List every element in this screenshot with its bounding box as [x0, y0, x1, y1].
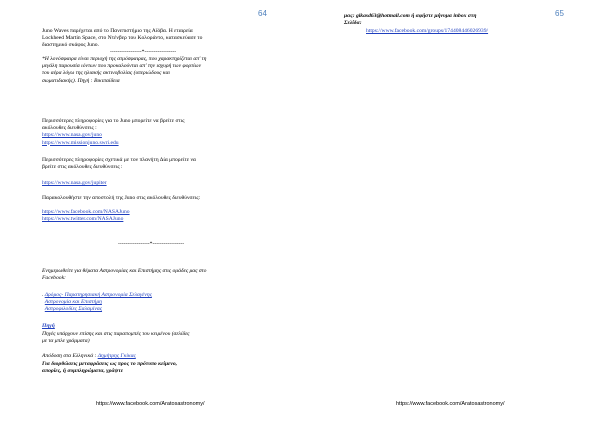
source-title[interactable]: Πηγή — [42, 323, 55, 329]
missionjuno-link[interactable]: https://www.missionjuno.swri.edu — [42, 139, 119, 146]
twitter-nasajuno-link[interactable]: https://www.twitter.com/NASAJuno — [42, 216, 124, 223]
corrections-paragraph: Για διορθώσεις μεταφράσεις ως προς το πρότυπο κείμενο, απορίες, ή συμπληρώματα, γράψτε — [42, 361, 178, 375]
nasa-juno-link[interactable]: https://www.nasa.gov/juno — [42, 132, 102, 139]
groups-paragraph: Ενημερωθείτε για θέματα Αστρονομίας και Επιστήμης στις ομάδες μας στο Facebook: — [42, 268, 207, 282]
nasa-jupiter-link[interactable]: https://www.nasa.gov/jupiter — [42, 180, 107, 186]
facebook-nasajuno-link[interactable]: https://www.facebook.com/NASAJuno — [42, 209, 130, 215]
separator: -----------------*----------------- — [110, 49, 177, 55]
selida-label: Σελίδα: — [344, 20, 362, 27]
intro-paragraph: Juno Waves παρέχεται από το Πανεπιστήμιο της Αϊόβα. Η εταιρεία Lockheed Martin Space, στο Ντένβερ του Κολοράντο, κατασκεύασε το διαστημικό σκάφος Juno. — [42, 28, 203, 49]
translator-link[interactable]: Δημήτρης Γκίκας — [97, 353, 136, 359]
page-number: 65 — [555, 9, 564, 18]
follow-paragraph: Παρακολουθήστε την αποστολή της Juno στις ακόλουθες διευθύνσεις: — [42, 195, 201, 201]
group-link-salamina[interactable]: Αστροφιλοδίες Σαλαμίνας — [44, 306, 103, 313]
right-page — [300, 0, 600, 424]
page-number: 64 — [258, 9, 267, 18]
facebook-group-link[interactable]: https://www.facebook.com/groups/174408446026939/ — [366, 28, 489, 34]
group-link-dromos[interactable]: Δρόμος- Παρατηρησιακή Αστρονομία Σελαγένης — [44, 292, 152, 298]
juno-info-paragraph: Περισσότερες πληροφορίες για το Juno μπορείτε να βρείτε στις ακόλουθες διευθύνσεις : https://www.nasa.gov/juno https://www.missionjuno.swri.edu — [42, 118, 185, 146]
separator: -----------------*----------------- — [118, 241, 185, 247]
group-link-astronomia[interactable]: Αστρονομία και Επιστήμη — [44, 299, 102, 306]
translation-credit: Απόδοση στα Ελληνικά : Δημήτρης Γκίκας — [42, 353, 136, 359]
groups-list: . Δρόμος- Παρατηρησιακή Αστρονομία Σελαγένης Αστρονομία και Επιστήμη Αστροφιλοδίες Σαλαμίνας — [42, 292, 152, 313]
ionosphere-footnote: *Η λονόσφαιρα είναι περιοχή της ατμόσφαιρας, που χαρακτηρίζεται απ' τη μεγάλη παρουσία ιόντων που προκαλούνται απ' την ισχυρή των φορτίων του αέρα λόγω της ηλιακής ακτινοβολίας (υπεριώδους και σωματιδιακής). Πηγή : Βικιπαίδεια — [42, 56, 207, 84]
source-paragraph: Πηγές υπάρχουν επίσης και στις παραπομπές του κειμένου (σελίδες με τα μπλε γράμματα) — [42, 331, 190, 345]
jupiter-info-paragraph: Περισσότερες πληροφορίες σχετικά με τον πλανήτη Δία μπορείτε να βρείτε στις ακόλουθες διευθύνσεις : — [42, 157, 196, 171]
page-footer: https://www.facebook.com/Aratosastronomy/ — [96, 401, 205, 407]
page-footer: https://www.facebook.com/Aratosastronomy/ — [396, 401, 505, 407]
email-line: μας: gikasd63@hotmail.com ή αφήστε μήνυμα inbox στη Σελίδα: — [344, 13, 477, 27]
